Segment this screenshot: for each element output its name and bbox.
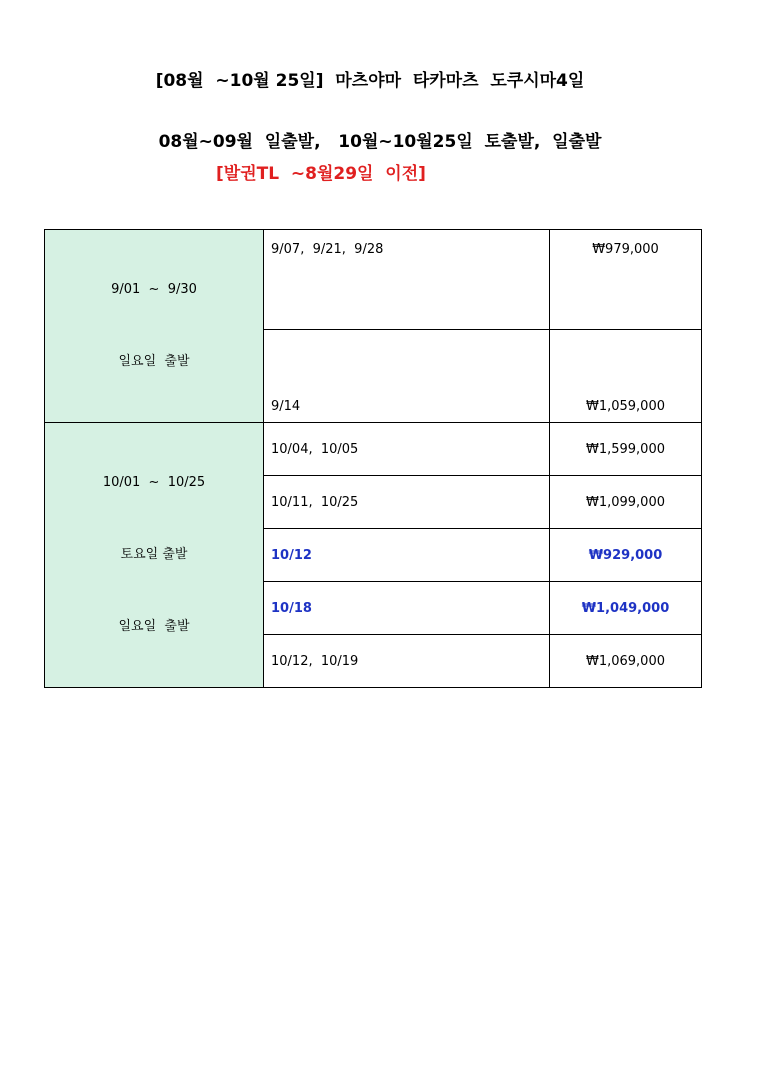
fare-table [44, 229, 702, 688]
dates-cell: 10/12 [264, 529, 550, 582]
page-title: [08월 ~10월 25일] 마츠야마 타카마츠 도쿠시마4일 [155, 71, 585, 91]
table-row [45, 230, 702, 330]
period-departure-day: 토요일 출발 [120, 547, 188, 562]
period-range: 10/01 ~ 10/25 [102, 475, 206, 490]
period-range: 9/01 ~ 9/30 [111, 282, 197, 297]
price-cell: ₩1,069,000 [550, 635, 702, 688]
price-cell: ₩1,049,000 [550, 582, 702, 635]
table-row [45, 423, 702, 476]
period-cell [45, 423, 264, 688]
departure-subtitle: 08월~09월 일출발, 10월~10월25일 토출발, 일출발 [158, 132, 602, 152]
dates-cell: 10/11, 10/25 [264, 476, 550, 529]
price-cell: ₩1,599,000 [550, 423, 702, 476]
period-departure-day: 일요일 출발 [118, 619, 190, 634]
dates-cell: 9/14 [264, 330, 550, 423]
price-cell: ₩1,099,000 [550, 476, 702, 529]
period-departure-day: 일요일 출발 [118, 354, 190, 369]
dates-cell: 10/04, 10/05 [264, 423, 550, 476]
dates-cell: 10/12, 10/19 [264, 635, 550, 688]
price-cell: ₩1,059,000 [550, 330, 702, 423]
dates-cell: 9/07, 9/21, 9/28 [264, 230, 550, 330]
price-cell: ₩979,000 [550, 230, 702, 330]
ticketing-deadline: [발권TL ~8월29일 이전] [216, 164, 426, 184]
price-cell: ₩929,000 [550, 529, 702, 582]
period-cell [45, 230, 264, 423]
dates-cell: 10/18 [264, 582, 550, 635]
